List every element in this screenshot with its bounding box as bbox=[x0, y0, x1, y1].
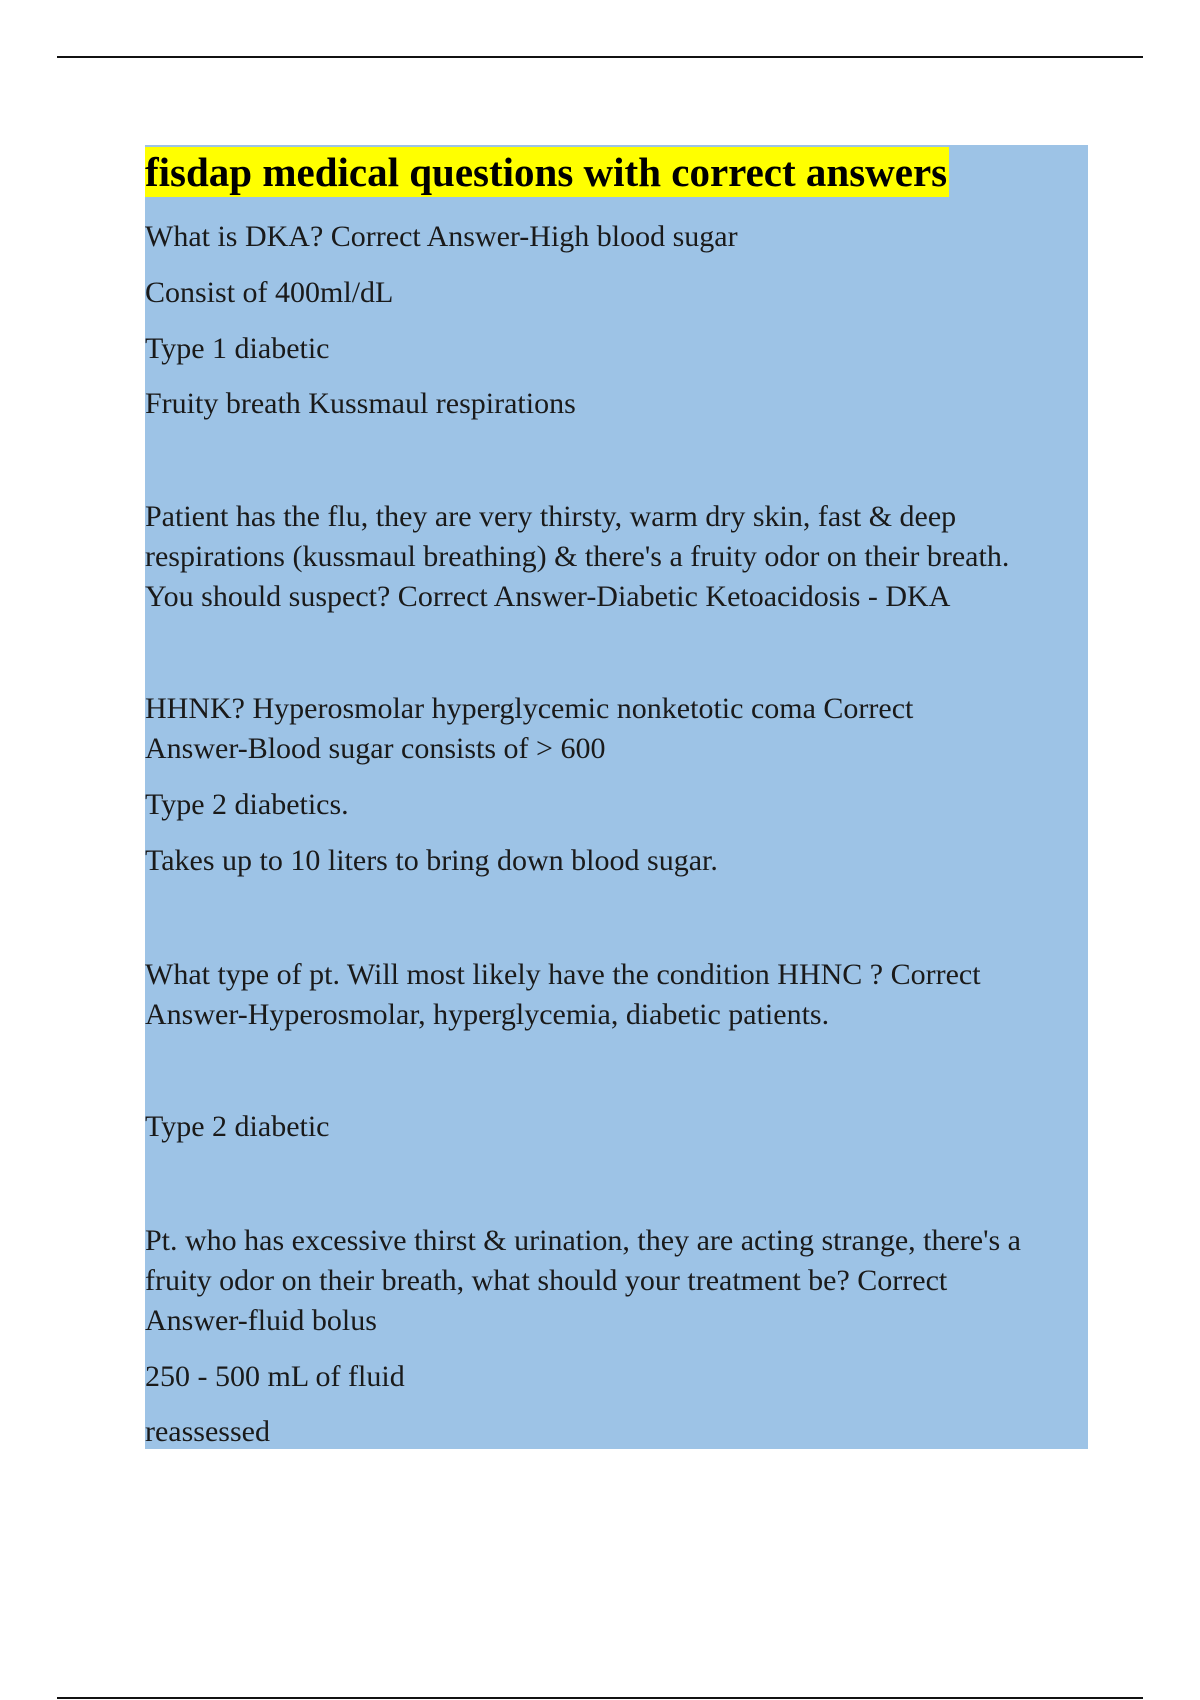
text-line-15: Pt. who has excessive thirst & urination, they are acting strange, there's a bbox=[145, 1224, 1021, 1257]
text-line-4: Fruity breath Kussmaul respirations bbox=[145, 387, 576, 420]
text-line-13: Answer-Hyperosmolar, hyperglycemia, diabetic patients. bbox=[145, 998, 830, 1031]
document-body bbox=[145, 145, 1088, 1449]
document-title: fisdap medical questions with correct answers bbox=[145, 149, 948, 195]
text-line-9: Answer-Blood sugar consists of > 600 bbox=[145, 732, 606, 765]
text-line-14: Type 2 diabetic bbox=[145, 1110, 330, 1143]
header-rule bbox=[57, 56, 1143, 58]
text-line-12: What type of pt. Will most likely have the condition HHNC ? Correct bbox=[145, 958, 981, 991]
text-line-5: Patient has the flu, they are very thirsty, warm dry skin, fast & deep bbox=[145, 500, 957, 533]
text-line-16: fruity odor on their breath, what should your treatment be? Correct bbox=[145, 1264, 948, 1297]
footer-rule bbox=[57, 1697, 1143, 1699]
text-line-10: Type 2 diabetics. bbox=[145, 788, 349, 821]
text-line-6: respirations (kussmaul breathing) & there's a fruity odor on their breath. bbox=[145, 540, 1010, 573]
text-line-11: Takes up to 10 liters to bring down blood sugar. bbox=[145, 844, 718, 877]
text-line-19: reassessed bbox=[145, 1415, 270, 1448]
text-line-1: What is DKA? Correct Answer-High blood sugar bbox=[145, 220, 738, 253]
text-line-18: 250 - 500 mL of fluid bbox=[145, 1360, 405, 1393]
text-line-2: Consist of 400ml/dL bbox=[145, 276, 394, 309]
text-line-17: Answer-fluid bolus bbox=[145, 1304, 377, 1337]
text-line-7: You should suspect? Correct Answer-Diabetic Ketoacidosis - DKA bbox=[145, 580, 951, 613]
text-line-3: Type 1 diabetic bbox=[145, 332, 330, 365]
text-line-8: HHNK? Hyperosmolar hyperglycemic nonketotic coma Correct bbox=[145, 692, 914, 725]
